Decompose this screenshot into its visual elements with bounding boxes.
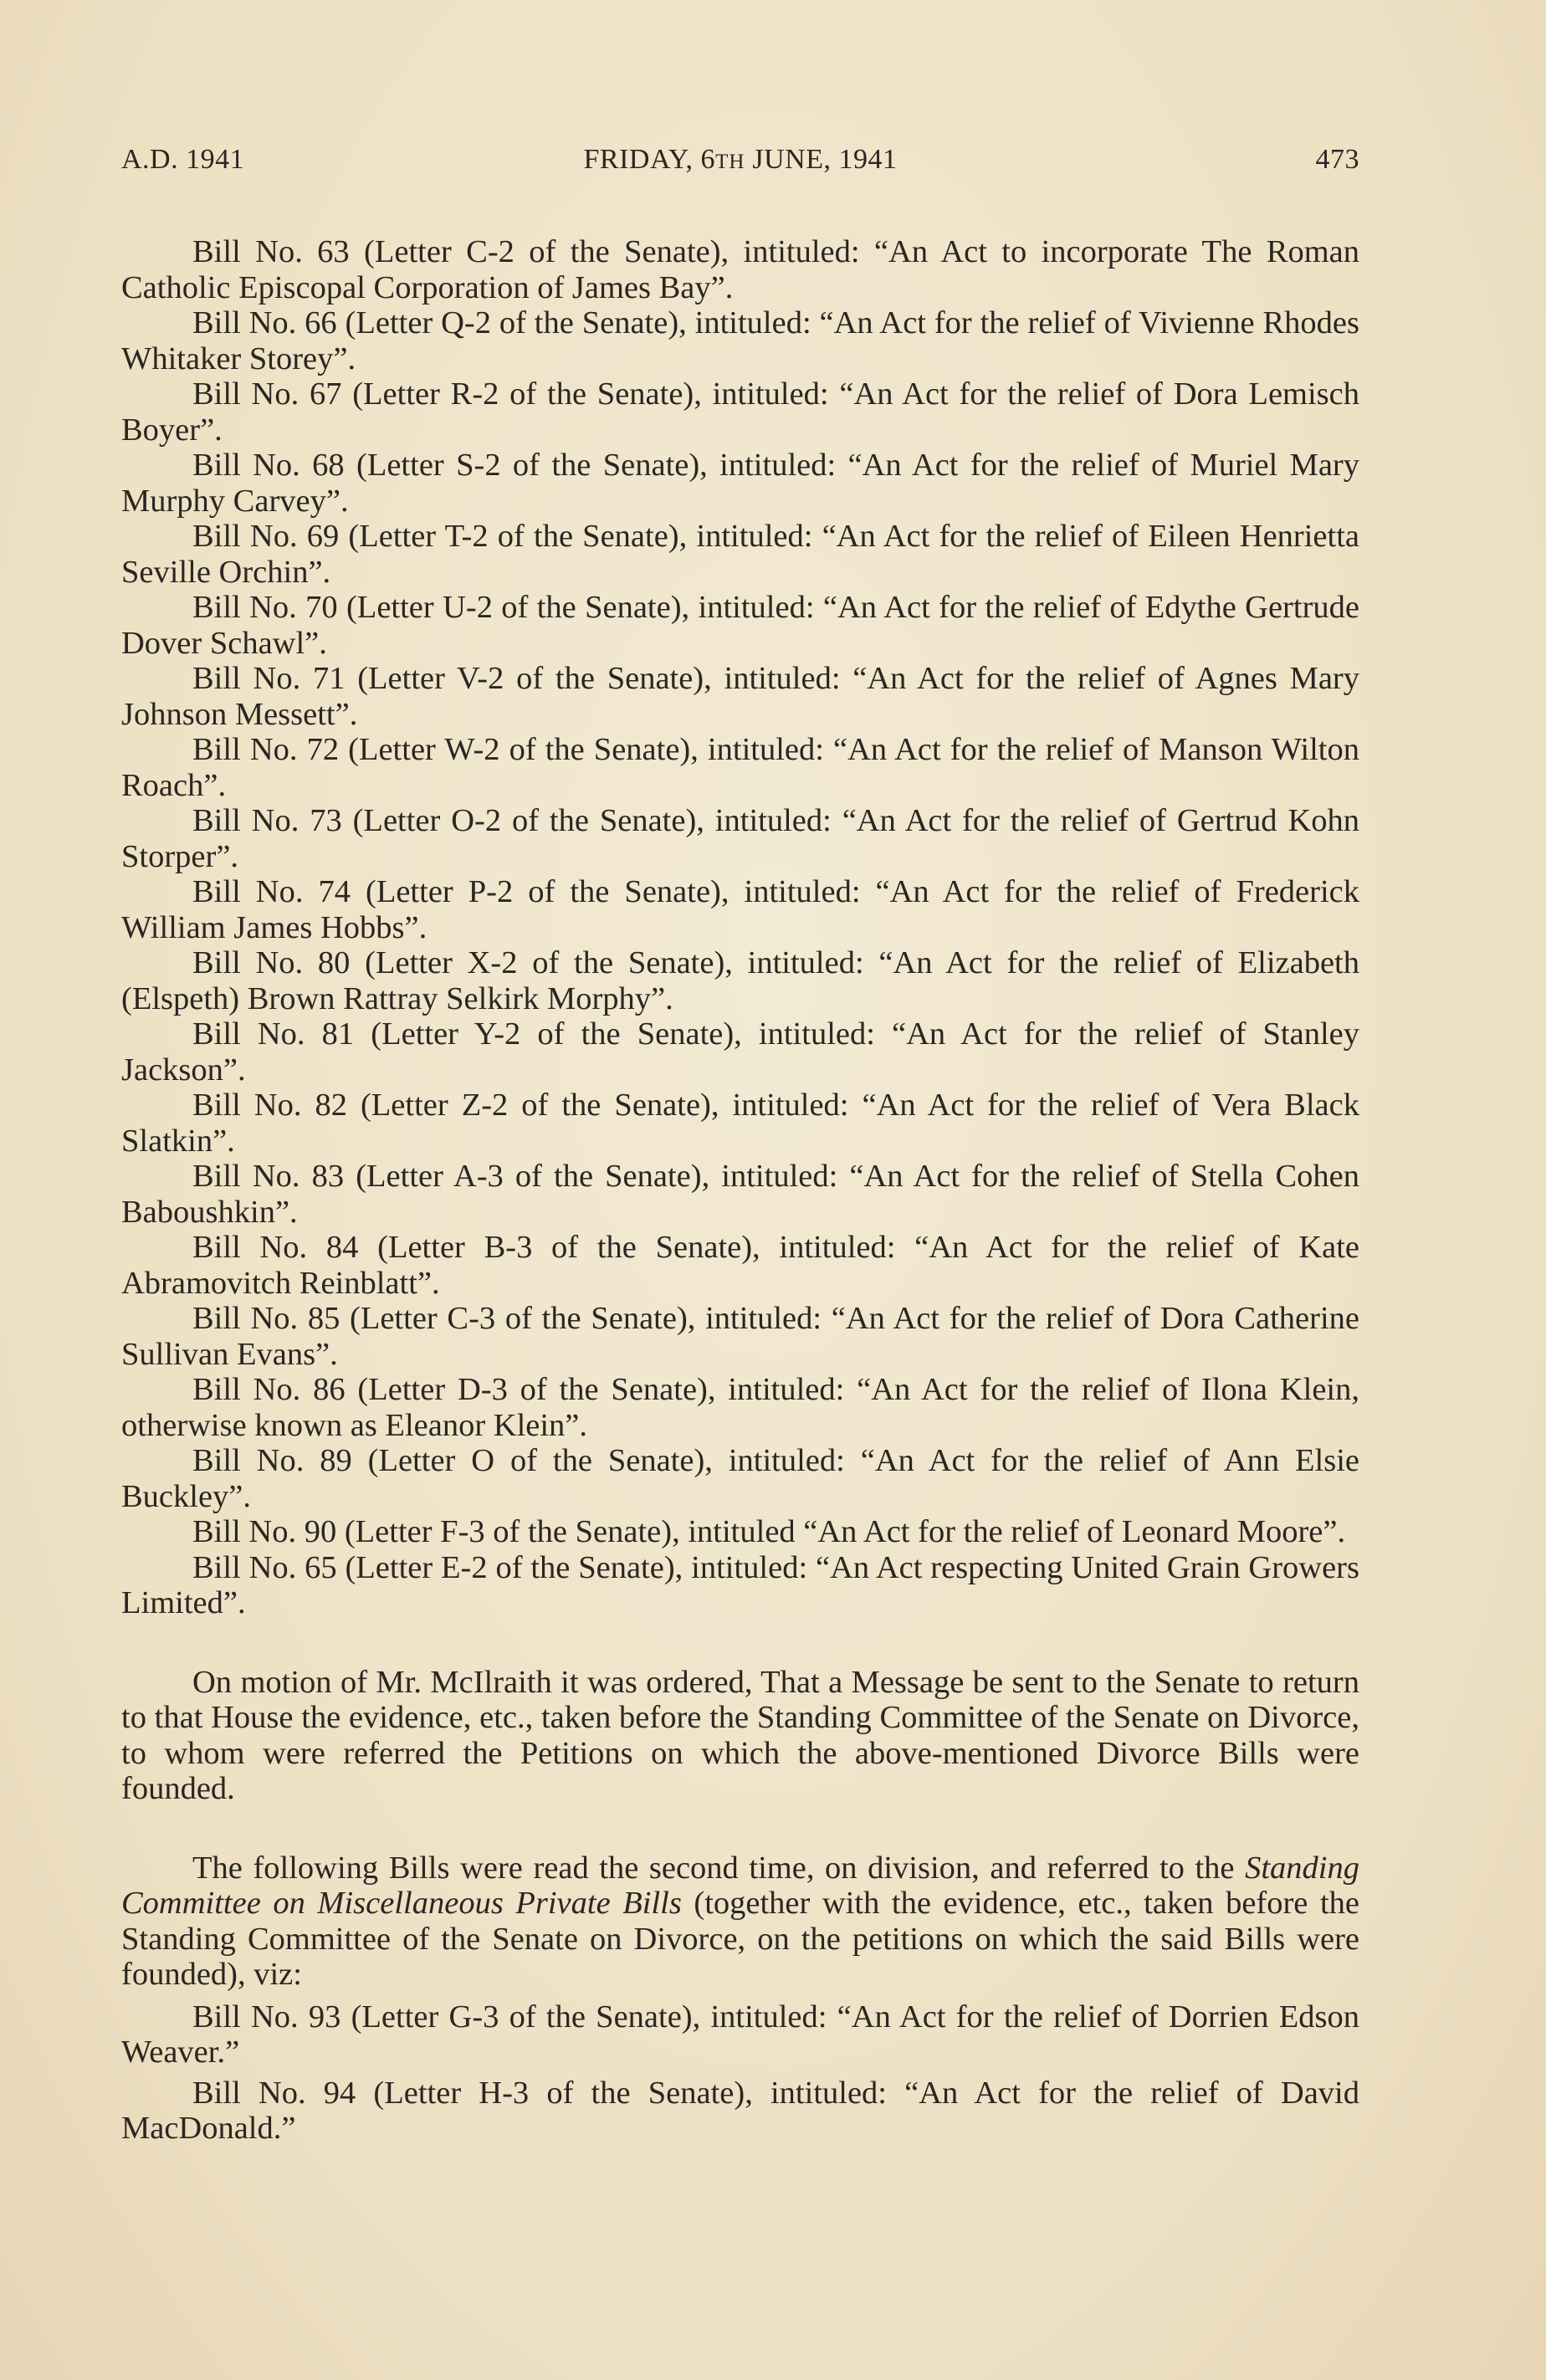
bill-entry: Bill No. 72 (Letter W-2 of the Senate), intituled: “An Act for the relief of Manson Wilton Roach”. xyxy=(121,732,1359,803)
header-date xyxy=(121,144,1359,176)
bill-entry: Bill No. 83 (Letter A-3 of the Senate), intituled: “An Act for the relief of Stella Cohen Baboushkin”. xyxy=(121,1159,1359,1230)
bill-entry: Bill No. 84 (Letter B-3 of the Senate), intituled: “An Act for the relief of Kate Abramovitch Reinblatt”. xyxy=(121,1230,1359,1301)
motion-paragraph: On motion of Mr. McIlraith it was ordered, That a Message be sent to the Senate to return to that House the evidence, etc., taken before the Standing Committee of the Senate on Divorce, to whom were referred the Petitions on which the above-mentioned Divorce Bills were founded. xyxy=(121,1664,1359,1806)
bill-entry: Bill No. 67 (Letter R-2 of the Senate), intituled: “An Act for the relief of Dora Lemisch Boyer”. xyxy=(121,376,1359,448)
bill-entry: Bill No. 63 (Letter C-2 of the Senate), intituled: “An Act to incorporate The Roman Catholic Episcopal Corporation of James Bay”. xyxy=(121,234,1359,305)
page-number: 473 xyxy=(1315,144,1359,175)
bill-entry: Bill No. 86 (Letter D-3 of the Senate), intituled: “An Act for the relief of Ilona Klein, otherwise known as Eleanor Klein”. xyxy=(121,1372,1359,1443)
bill-entry: Bill No. 93 (Letter G-3 of the Senate), intituled: “An Act for the relief of Dorrien Edson Weaver.” xyxy=(121,1999,1359,2070)
bill-entry: Bill No. 81 (Letter Y-2 of the Senate), intituled: “An Act for the relief of Stanley Jackson”. xyxy=(121,1016,1359,1088)
bill-entry: Bill No. 94 (Letter H-3 of the Senate), intituled: “An Act for the relief of David MacDonald.” xyxy=(121,2075,1359,2146)
second-reading-paragraph xyxy=(121,1850,1359,1993)
bill-entry: Bill No. 80 (Letter X-2 of the Senate), intituled: “An Act for the relief of Elizabeth (Elspeth) Brown Rattray Selkirk Morphy”. xyxy=(121,945,1359,1016)
header-date-ordinal: TH xyxy=(715,151,745,173)
bill-entry: Bill No. 82 (Letter Z-2 of the Senate), intituled: “An Act for the relief of Vera Black Slatkin”. xyxy=(121,1088,1359,1159)
bill-entry: Bill No. 89 (Letter O of the Senate), intituled: “An Act for the relief of Ann Elsie Buckley”. xyxy=(121,1443,1359,1514)
bill-entry: Bill No. 66 (Letter Q-2 of the Senate), intituled: “An Act for the relief of Vivienne Rhodes Whitaker Storey”. xyxy=(121,305,1359,376)
page-body xyxy=(121,234,1359,2147)
header-date-post: JUNE, 1941 xyxy=(745,144,898,175)
first-reading-bill-list xyxy=(121,234,1359,1621)
bill-entry: Bill No. 71 (Letter V-2 of the Senate), intituled: “An Act for the relief of Agnes Mary Johnson Messett”. xyxy=(121,661,1359,732)
bill-entry: Bill No. 68 (Letter S-2 of the Senate), intituled: “An Act for the relief of Muriel Mary Murphy Carvey”. xyxy=(121,448,1359,519)
bill-entry: Bill No. 85 (Letter C-3 of the Senate), intituled: “An Act for the relief of Dora Catherine Sullivan Evans”. xyxy=(121,1301,1359,1372)
bill-entry: Bill No. 70 (Letter U-2 of the Senate), intituled: “An Act for the relief of Edythe Gertrude Dover Schawl”. xyxy=(121,590,1359,661)
bill-entry: Bill No. 65 (Letter E-2 of the Senate), intituled: “An Act respecting United Grain Growers Limited”. xyxy=(121,1549,1359,1620)
running-header xyxy=(121,144,1359,184)
bill-entry: Bill No. 90 (Letter F-3 of the Senate), intituled “An Act for the relief of Leonard Moore”. xyxy=(192,1514,1346,1549)
second-reading-intro: The following Bills were read the second time, on division, and referred to the xyxy=(192,1850,1246,1886)
header-year: A.D. 1941 xyxy=(121,144,245,175)
bill-entry: Bill No. 73 (Letter O-2 of the Senate), intituled: “An Act for the relief of Gertrud Kohn Storper”. xyxy=(121,803,1359,874)
committee-name: Standing Committee on Miscellaneous Private Bills xyxy=(121,1850,1359,1921)
second-reading-bill-list xyxy=(121,1999,1359,2147)
bill-entry: Bill No. 69 (Letter T-2 of the Senate), intituled: “An Act for the relief of Eileen Henrietta Seville Orchin”. xyxy=(121,519,1359,590)
second-reading-rest: (together with the evidence, etc., taken before the Standing Committee of the Senate on Divorce, on the petitions on which the said Bills were founded), viz: xyxy=(121,1886,1359,1992)
bill-entry: Bill No. 74 (Letter P-2 of the Senate), intituled: “An Act for the relief of Frederick William James Hobbs”. xyxy=(121,874,1359,945)
header-date-pre: FRIDAY, 6 xyxy=(583,144,716,175)
